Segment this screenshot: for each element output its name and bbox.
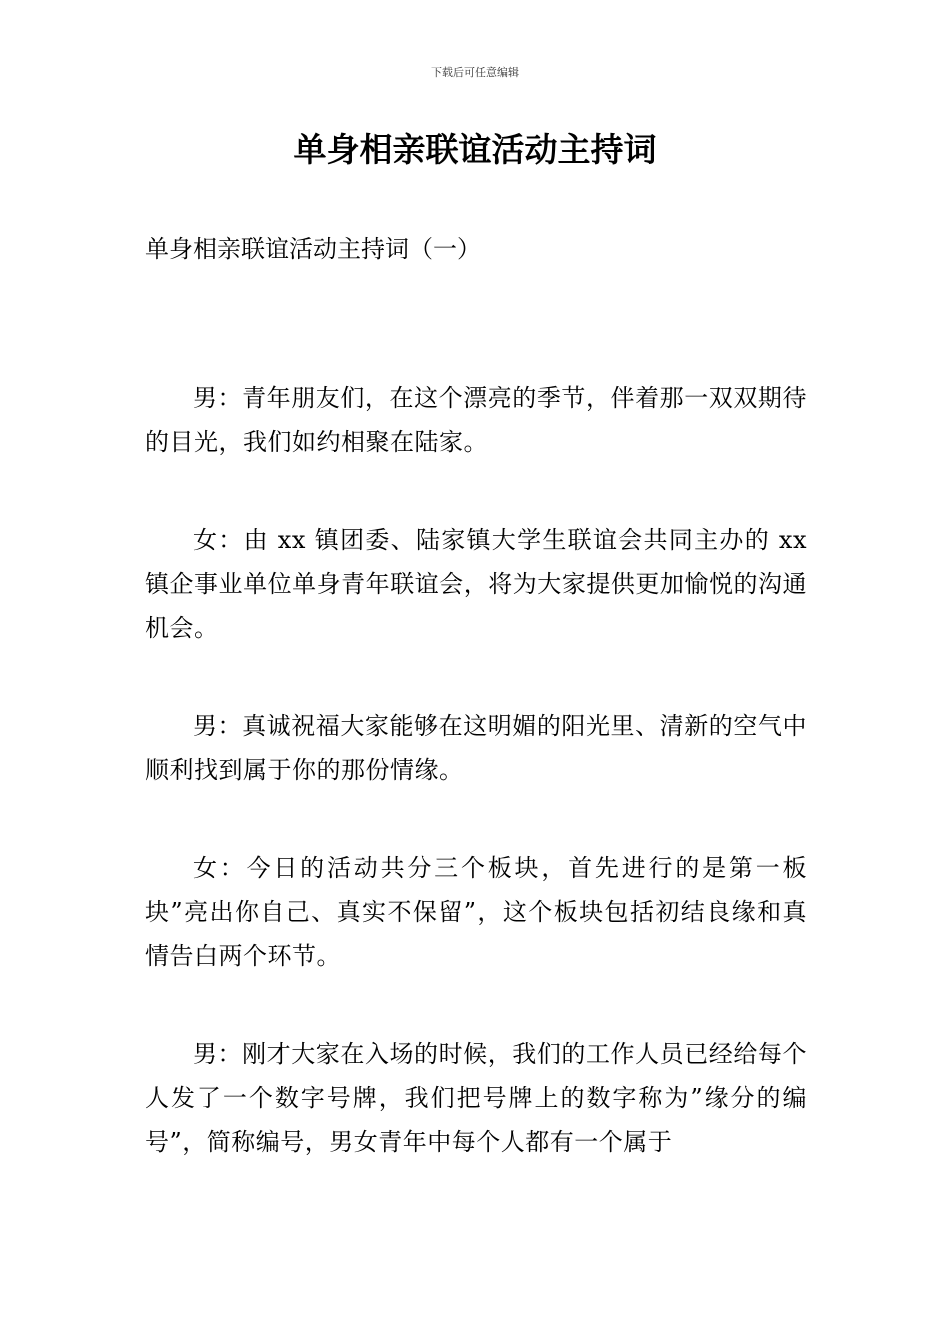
paragraph: 男：真诚祝福大家能够在这明媚的阳光里、清新的空气中顺利找到属于你的那份情缘。 xyxy=(145,712,807,784)
header-note: 下载后可任意编辑 xyxy=(431,66,519,79)
section-subtitle: 单身相亲联谊活动主持词（一） xyxy=(145,235,481,263)
paragraph: 男：刚才大家在入场的时候，我们的工作人员已经给每个人发了一个数字号牌，我们把号牌上的数字称为”缘分的编号”，简称编号，男女青年中每个人都有一个属于 xyxy=(145,1040,807,1156)
paragraph: 女：今日的活动共分三个板块，首先进行的是第一板块”亮出你自己、真实不保留”，这个板块包括初结良缘和真情告白两个环节。 xyxy=(145,854,807,970)
paragraph: 男：青年朋友们，在这个漂亮的季节，伴着那一双双期待的目光，我们如约相聚在陆家。 xyxy=(145,384,807,456)
document-body xyxy=(145,376,807,1218)
paragraph: 女：由 xx 镇团委、陆家镇大学生联谊会共同主办的 xx 镇企事业单位单身青年联谊会，将为大家提供更加愉悦的沟通机会。 xyxy=(145,526,807,642)
document-title: 单身相亲联谊活动主持词 xyxy=(293,130,657,169)
